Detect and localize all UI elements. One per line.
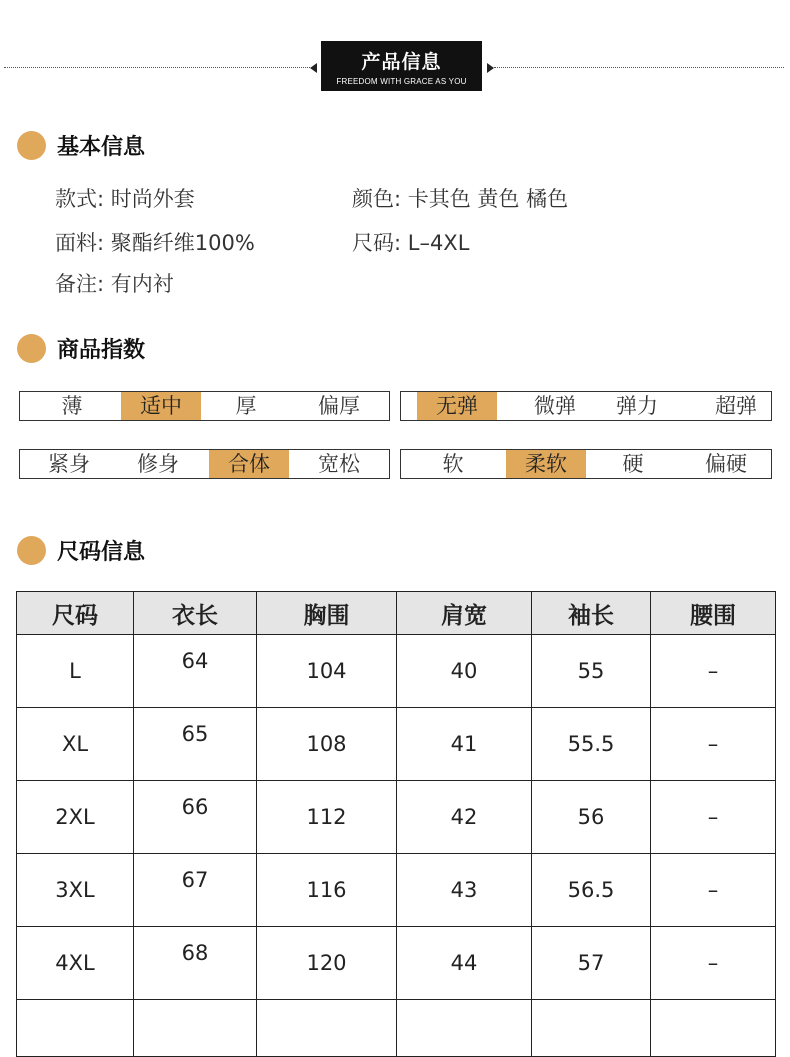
index-option-soft: 软: [442, 452, 464, 476]
table-cell: XL: [17, 708, 134, 781]
index-elasticity: [400, 391, 772, 421]
table-cell: [397, 1000, 532, 1057]
index-option-harder: 偏硬: [705, 452, 747, 476]
table-header: 衣长: [134, 592, 257, 635]
table-cell: [532, 1000, 651, 1057]
table-row: [17, 927, 776, 1000]
index-option-slight-stretch: 微弹: [534, 394, 576, 418]
index-fit: [19, 449, 390, 479]
table-cell: [17, 1000, 134, 1057]
index-option-thicker: 偏厚: [318, 394, 360, 418]
table-header-row: [17, 592, 776, 635]
table-cell: 104: [257, 635, 397, 708]
index-option-slim: 修身: [137, 452, 179, 476]
table-cell: [134, 1000, 257, 1057]
table-cell: 68: [134, 927, 257, 1000]
info-fabric: 面料: 聚酯纤维100%: [55, 231, 255, 255]
section-product-index: [17, 334, 145, 362]
table-cell: L: [17, 635, 134, 708]
table-cell: 42: [397, 781, 532, 854]
triangle-right-icon: [487, 63, 494, 73]
header-subtitle: FREEDOM WITH GRACE AS YOU: [336, 77, 467, 86]
header-banner: [321, 41, 482, 91]
table-header: 肩宽: [397, 592, 532, 635]
table-cell: 55.5: [532, 708, 651, 781]
table-row: [17, 708, 776, 781]
section-title-basic: 基本信息: [57, 134, 146, 160]
index-option-tight: 紧身: [48, 452, 90, 476]
header-divider-left: [4, 67, 310, 68]
table-header: 腰围: [651, 592, 776, 635]
index-option-no-stretch-selected: 无弹: [417, 392, 497, 420]
table-cell: 43: [397, 854, 532, 927]
table-cell: 67: [134, 854, 257, 927]
table-cell: –: [651, 708, 776, 781]
table-header: 尺码: [17, 592, 134, 635]
size-table: [16, 591, 776, 1057]
table-cell: [257, 1000, 397, 1057]
table-cell: 120: [257, 927, 397, 1000]
table-cell: 116: [257, 854, 397, 927]
table-header: 胸围: [257, 592, 397, 635]
info-note: 备注: 有内衬: [55, 272, 174, 296]
table-row: [17, 854, 776, 927]
index-option-thick: 厚: [235, 394, 257, 418]
index-option-stretch: 弹力: [616, 394, 658, 418]
table-cell: 56.5: [532, 854, 651, 927]
index-thickness: [19, 391, 390, 421]
table-cell: 108: [257, 708, 397, 781]
info-color: 颜色: 卡其色 黄色 橘色: [352, 187, 569, 211]
section-size-info: [17, 536, 145, 564]
table-row: [17, 1000, 776, 1057]
header-divider-right: [494, 67, 784, 68]
triangle-left-icon: [310, 63, 317, 73]
table-cell: 41: [397, 708, 532, 781]
table-cell: 66: [134, 781, 257, 854]
index-option-hard: 硬: [622, 452, 644, 476]
index-softness: [400, 449, 772, 479]
table-cell: 112: [257, 781, 397, 854]
table-header: 袖长: [532, 592, 651, 635]
table-cell: –: [651, 927, 776, 1000]
info-size: 尺码: L–4XL: [352, 231, 470, 255]
table-row: [17, 635, 776, 708]
bullet-dot-icon: [17, 536, 46, 565]
table-cell: 3XL: [17, 854, 134, 927]
info-style: 款式: 时尚外套: [55, 187, 195, 211]
index-option-regular-selected: 合体: [209, 450, 289, 478]
header-title: 产品信息: [361, 51, 442, 73]
index-option-very-soft-selected: 柔软: [506, 450, 586, 478]
table-cell: 2XL: [17, 781, 134, 854]
table-cell: –: [651, 635, 776, 708]
table-cell: 65: [134, 708, 257, 781]
table-cell: 40: [397, 635, 532, 708]
index-option-medium-selected: 适中: [121, 392, 201, 420]
index-option-loose: 宽松: [318, 452, 360, 476]
section-title-size: 尺码信息: [57, 539, 146, 565]
table-cell: [651, 1000, 776, 1057]
index-option-super-stretch: 超弹: [715, 394, 757, 418]
table-cell: –: [651, 854, 776, 927]
section-basic-info: [17, 131, 145, 159]
index-option-thin: 薄: [61, 394, 83, 418]
table-cell: 56: [532, 781, 651, 854]
table-cell: 4XL: [17, 927, 134, 1000]
table-cell: 55: [532, 635, 651, 708]
table-cell: 57: [532, 927, 651, 1000]
table-row: [17, 781, 776, 854]
table-cell: 44: [397, 927, 532, 1000]
table-cell: –: [651, 781, 776, 854]
bullet-dot-icon: [17, 131, 46, 160]
bullet-dot-icon: [17, 334, 46, 363]
section-title-index: 商品指数: [57, 337, 146, 363]
table-cell: 64: [134, 635, 257, 708]
